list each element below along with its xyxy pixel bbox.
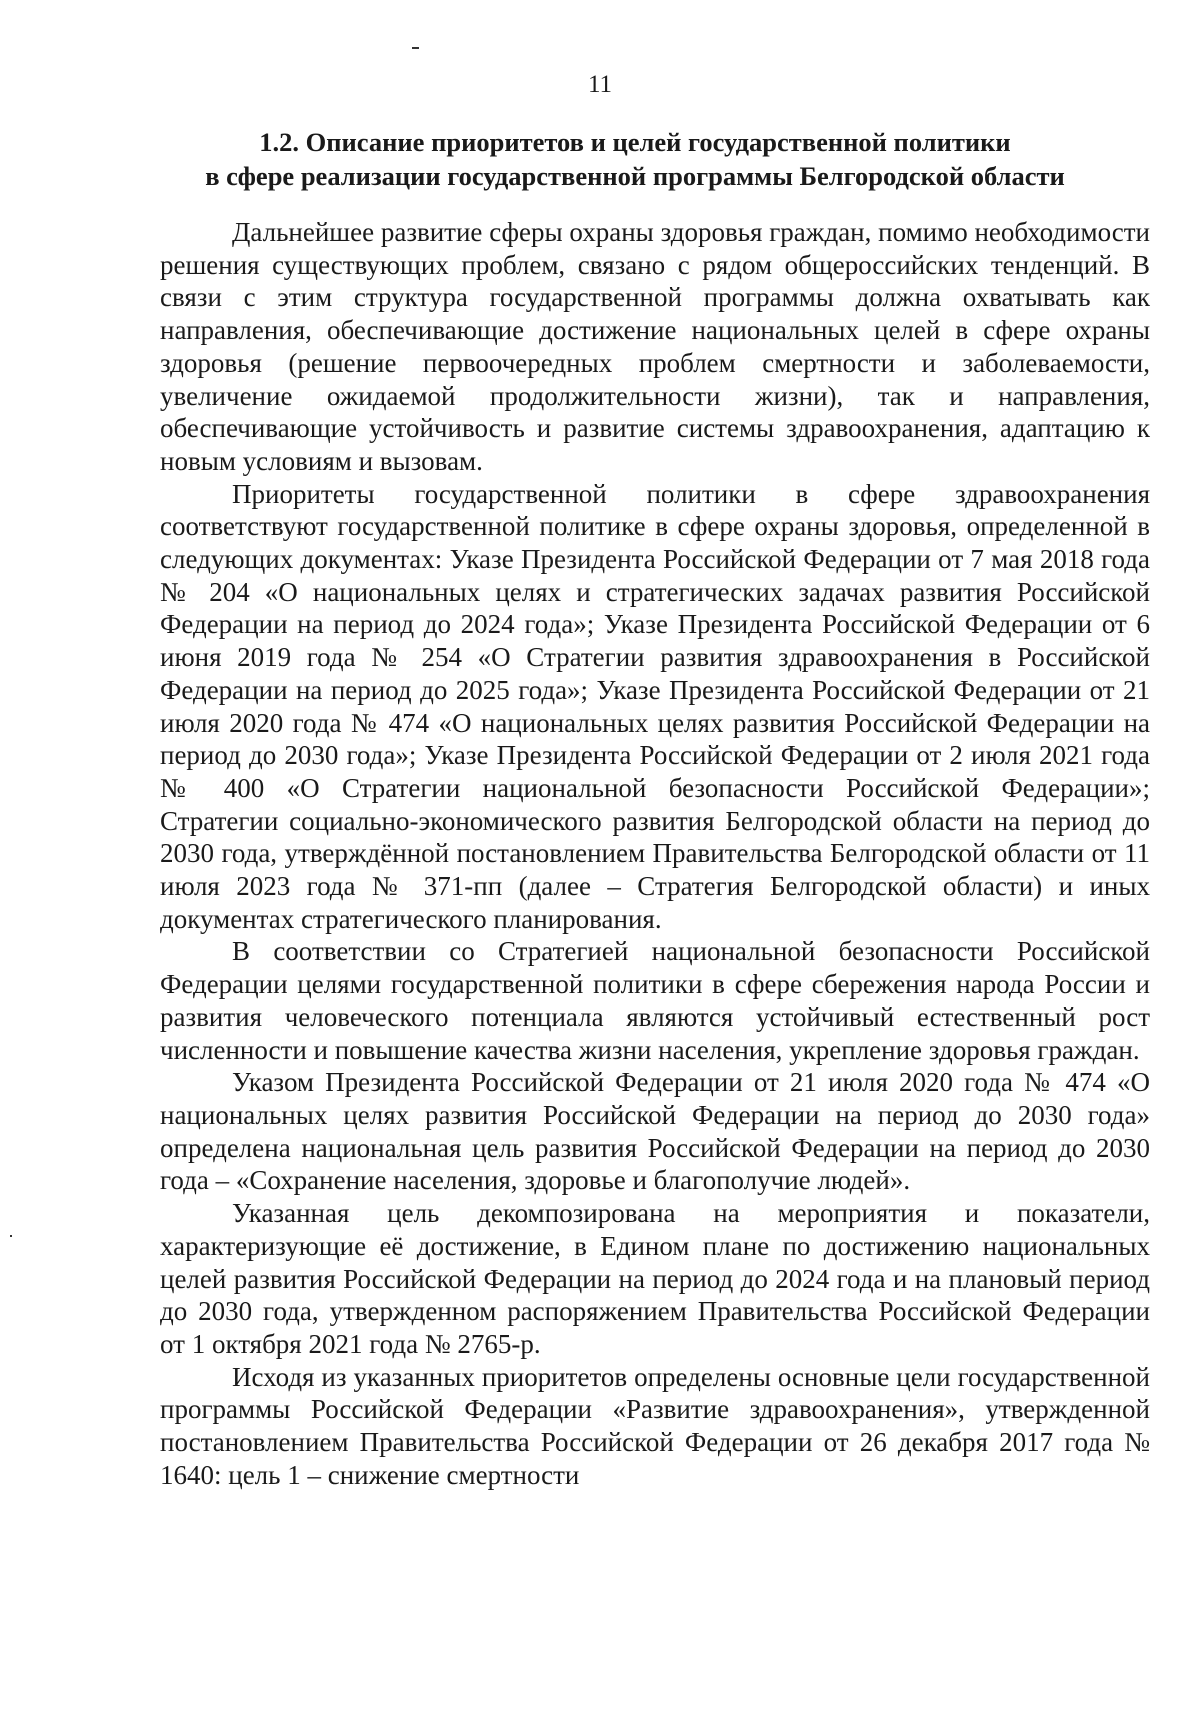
paragraph: Исходя из указанных приоритетов определены основные цели государственной программы Российской Федерации «Развитие здравоохранения», утвержденной постановлением Правительства Российской Федерации от 26 декабря 2017 года № 1640: цель 1 – снижение смертности <box>160 1361 1150 1490</box>
scan-speck <box>10 1235 12 1237</box>
body-text <box>160 216 1150 1491</box>
paragraph: Приоритеты государственной политики в сфере здравоохранения соответствуют государственной политике в сфере охраны здоровья, определенной в следующих документах: Указе Президента Российской Федерации от 7 мая 2018 года № 204 «О национальных целях и стратегических задачах развития Российской Федерации на период до 2024 года»; Указе Президента Российской Федерации от 6 июня 2019 года № 254 «О Стратегии развития здравоохранения в Российской Федерации на период до 2025 года»; Указе Президента Российской Федерации от 21 июля 2020 года № 474 «О национальных целях развития Российской Федерации на период до 2030 года»; Указе Президента Российской Федерации от 2 июля 2021 года № 400 «О Стратегии национальной безопасности Российской Федерации»; Стратегии социально-экономического развития Белгородской области на период до 2030 года, утверждённой постановлением Правительства Белгородской области от 11 июля 2023 года № 371-пп (далее – Стратегия Белгородской области) и иных документах стратегического планирования. <box>160 478 1150 934</box>
section-heading-line-1: 1.2. Описание приоритетов и целей государственной политики <box>259 127 1011 157</box>
scan-speck <box>412 47 419 49</box>
section-heading-line-2: в сфере реализации государственной программы Белгородской области <box>205 161 1065 191</box>
paragraph: Указанная цель декомпозирована на мероприятия и показатели, характеризующие её достижение, в Едином плане по достижению национальных целей развития Российской Федерации на период до 2024 года и на плановый период до 2030 года, утвержденном распоряжением Правительства Российской Федерации от 1 октября 2021 года № 2765-р. <box>160 1198 1150 1359</box>
page-number: 11 <box>587 71 613 98</box>
paragraph: В соответствии со Стратегией национальной безопасности Российской Федерации целями государственной политики в сфере сбережения народа России и развития человеческого потенциала являются устойчивый естественный рост численности и повышение качества жизни населения, укрепление здоровья граждан. <box>160 936 1150 1065</box>
paragraph: Дальнейшее развитие сферы охраны здоровья граждан, помимо необходимости решения существующих проблем, связано с рядом общероссийских тенденций. В связи с этим структура государственной программы должна охватывать как направления, обеспечивающие достижение национальных целей в сфере охраны здоровья (решение первоочередных проблем смертности и заболеваемости, увеличение ожидаемой продолжительности жизни), так и направления, обеспечивающие устойчивость и развитие системы здравоохранения, адаптацию к новым условиям и вызовам. <box>160 217 1150 476</box>
paragraph: Указом Президента Российской Федерации от 21 июля 2020 года № 474 «О национальных целях развития Российской Федерации на период до 2030 года» определена национальная цель развития Российской Федерации на период до 2030 года – «Сохранение населения, здоровье и благополучие людей». <box>160 1067 1150 1196</box>
section-heading <box>130 125 1140 193</box>
